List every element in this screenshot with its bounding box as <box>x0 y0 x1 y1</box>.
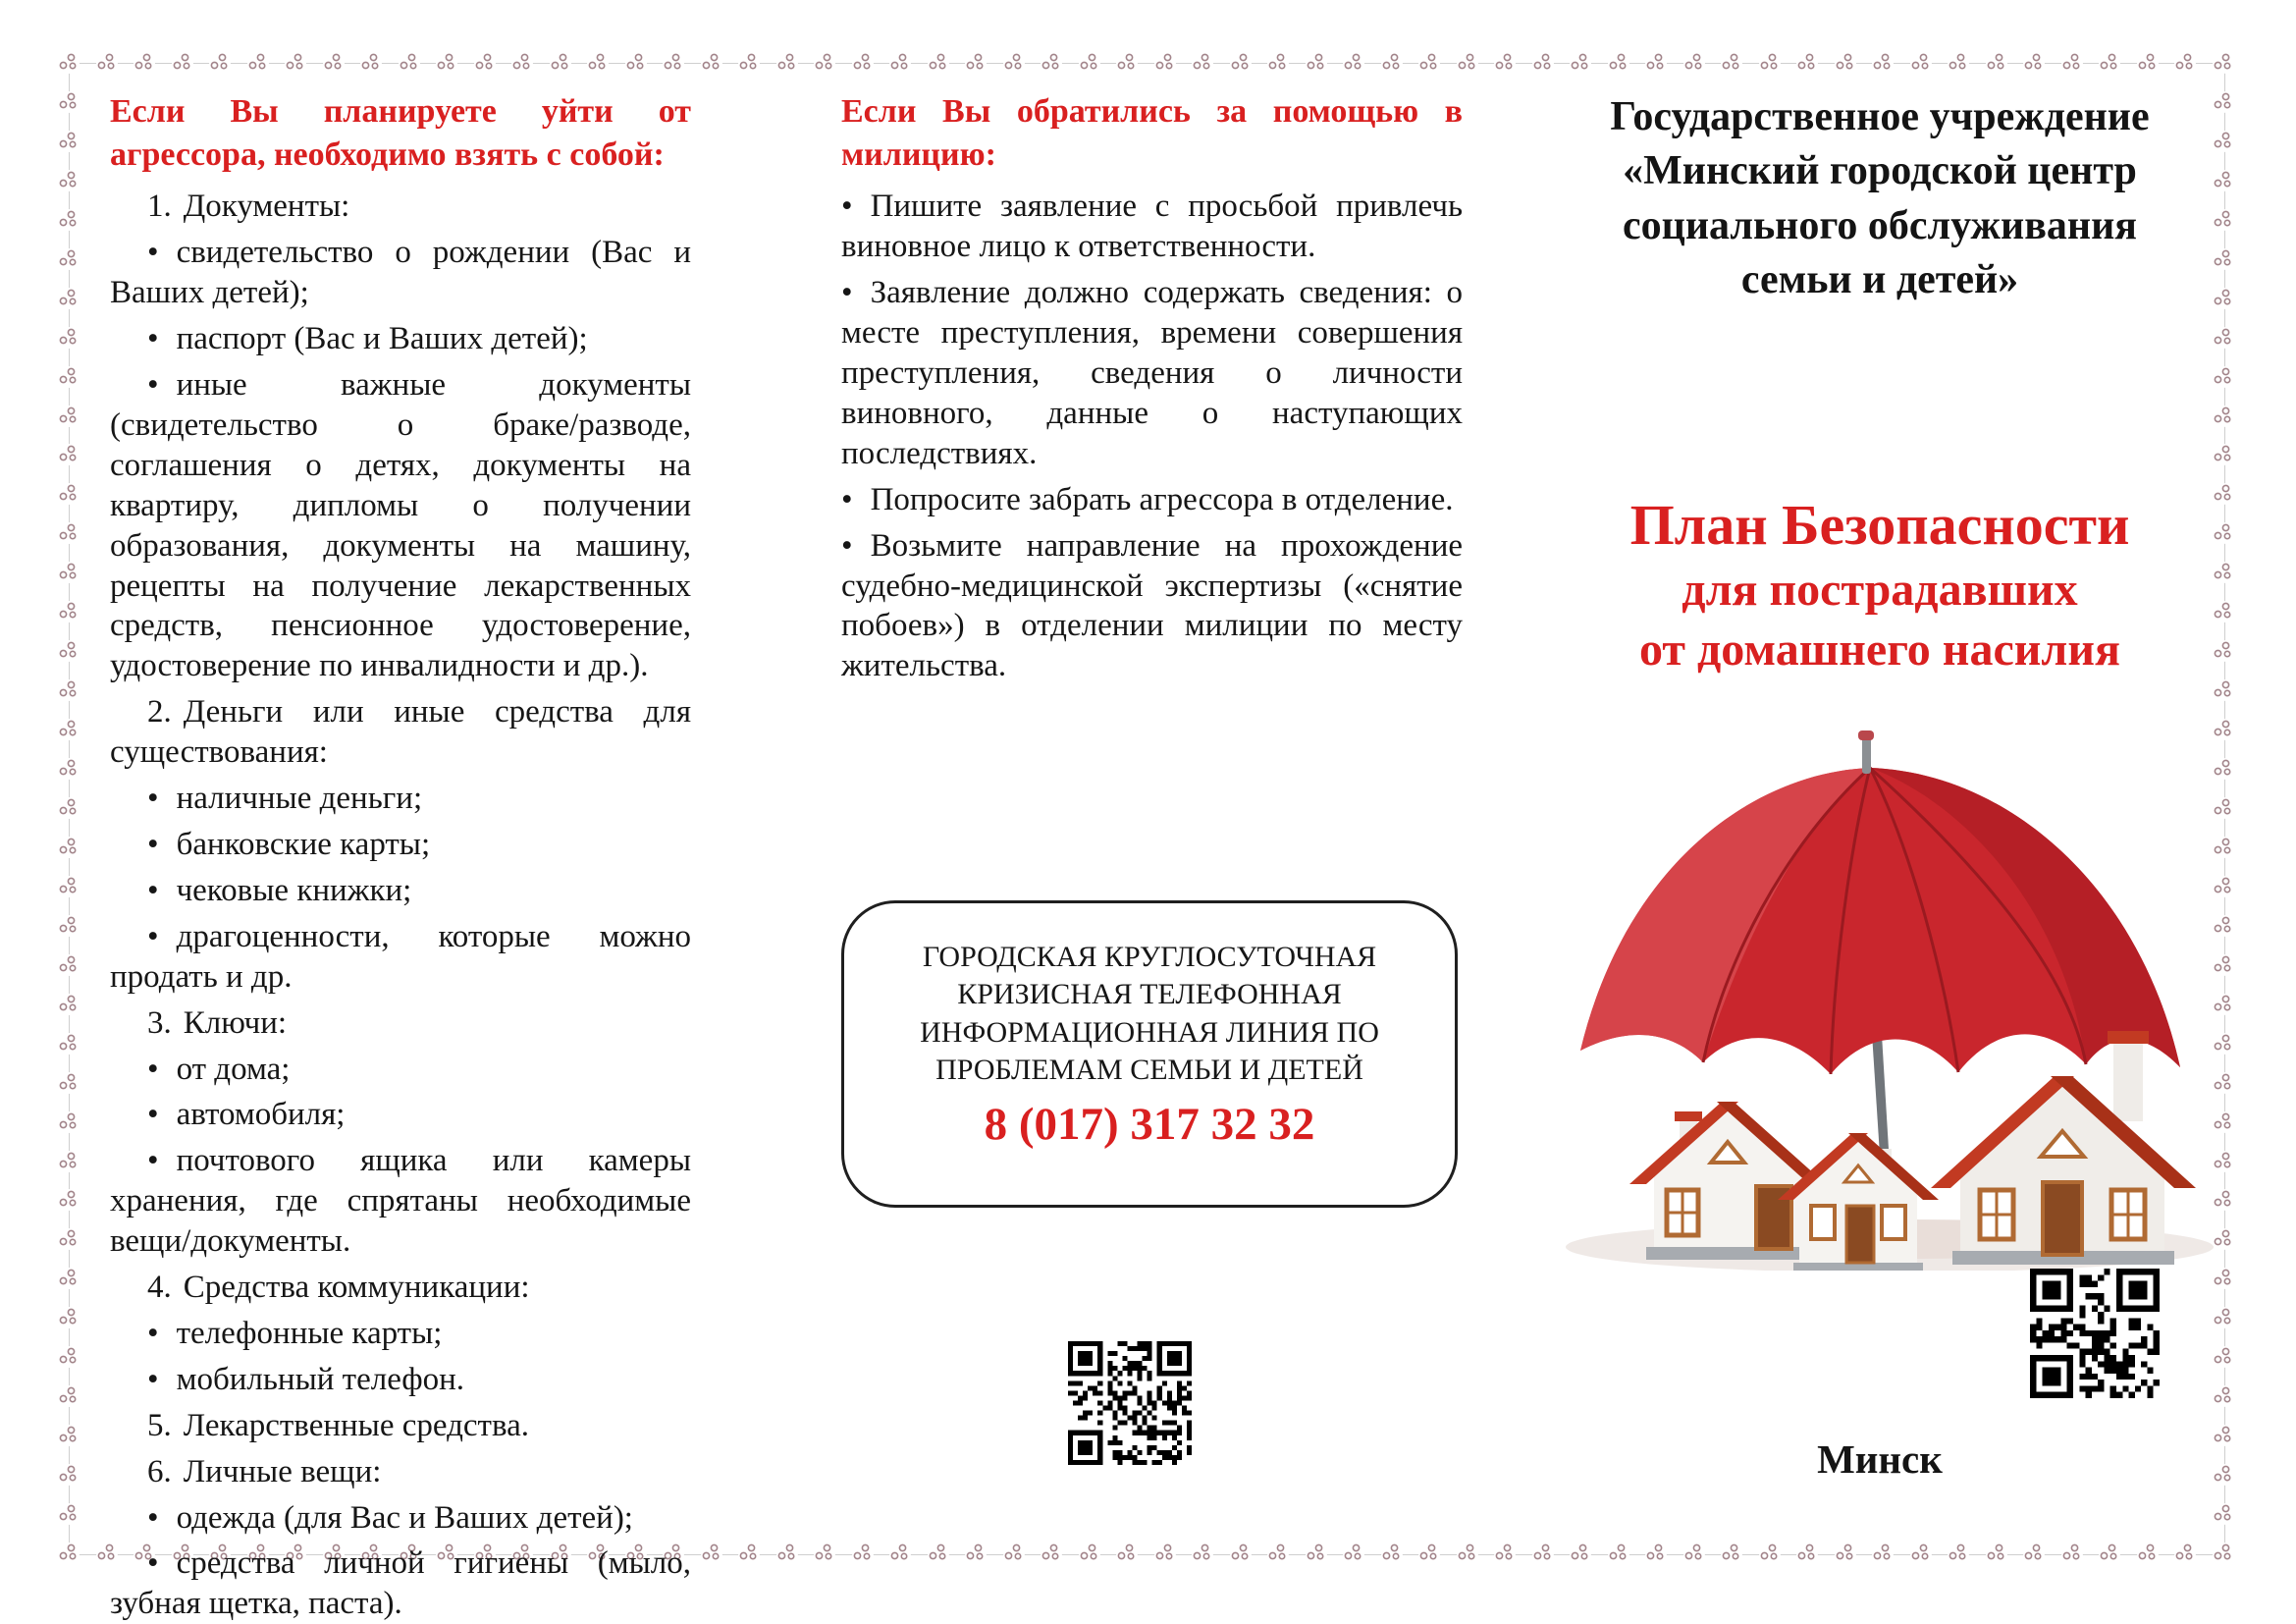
flower-dots-ornament <box>1910 52 1932 74</box>
list-item: • банковские карты; <box>147 826 431 862</box>
flower-dots-ornament <box>1872 1543 1894 1564</box>
bullet-marker: • <box>147 367 159 403</box>
flower-dots-ornament <box>1494 52 1516 74</box>
flower-dots-ornament <box>1418 52 1440 74</box>
flower-dots-ornament <box>2061 1543 2083 1564</box>
flower-dots-ornament <box>1683 1543 1705 1564</box>
flower-dots-ornament <box>1796 1543 1818 1564</box>
flower-dots-ornament <box>1457 1543 1478 1564</box>
hotline-text <box>844 939 1455 1090</box>
flower-dots-ornament <box>58 522 80 544</box>
number-marker: 3. <box>147 1004 172 1041</box>
flower-dots-ornament <box>58 758 80 780</box>
flower-dots-ornament <box>58 406 80 427</box>
number-marker: 4. <box>147 1270 172 1306</box>
flower-dots-ornament <box>2213 444 2234 465</box>
list-item: • почтового ящика или камеры хранения, где спрятаны необходимые вещи/документы. <box>110 1143 691 1260</box>
flower-dots-ornament <box>58 601 80 623</box>
text-line: семьи и детей» <box>1740 257 2019 303</box>
organization-name <box>1517 90 2243 308</box>
list-item: • паспорт (Вас и Ваших детей); <box>147 321 588 357</box>
flower-dots-ornament <box>1532 52 1554 74</box>
flower-dots-ornament <box>2213 406 2234 427</box>
flower-dots-ornament <box>738 1543 760 1564</box>
text-line: ИНФОРМАЦИОННАЯ ЛИНИЯ ПО <box>920 1015 1379 1049</box>
umbrella-houses-image <box>1536 729 2223 1271</box>
flower-dots-ornament <box>58 1425 80 1446</box>
flower-dots-ornament <box>58 1543 80 1564</box>
text-line: ГОРОДСКАЯ КРУГЛОСУТОЧНАЯ <box>922 941 1377 973</box>
list-item: • драгоценности, которые можно продать и др. <box>110 918 691 995</box>
bullet-marker: • <box>841 275 853 311</box>
text-line: «Минский городской центр <box>1623 148 2137 194</box>
flower-dots-ornament <box>58 837 80 858</box>
flower-dots-ornament <box>625 52 647 74</box>
flower-dots-ornament <box>1570 52 1591 74</box>
flower-dots-ornament <box>1608 1543 1629 1564</box>
bullet-marker: • <box>147 1545 159 1582</box>
middle-column <box>841 90 1463 692</box>
flower-dots-ornament <box>2213 1268 2234 1289</box>
flower-dots-ornament <box>1835 1543 1856 1564</box>
flower-dots-ornament <box>701 52 722 74</box>
flower-dots-ornament <box>1835 52 1856 74</box>
flower-dots-ornament <box>58 719 80 740</box>
flower-dots-ornament <box>511 52 533 74</box>
flower-dots-ornament <box>2099 1543 2120 1564</box>
flower-dots-ornament <box>58 288 80 309</box>
list-item: • иные важные документы (свидетельство о браке/разводе, соглашения о детях, документы на квартиру, дипломы о получении образования, документы на машину, рецепты на получение лекарственных средств, пенсионное удостоверение, удостоверение по инвалидности и др.). <box>110 367 691 684</box>
flower-dots-ornament <box>58 1228 80 1250</box>
list-item: • свидетельство о рождении (Вас и Ваших детей); <box>110 235 691 311</box>
flower-dots-ornament <box>360 52 382 74</box>
flower-dots-ornament <box>2213 327 2234 349</box>
flower-dots-ornament <box>701 1543 722 1564</box>
flower-dots-ornament <box>1192 52 1213 74</box>
flower-dots-ornament <box>1532 1543 1554 1564</box>
flower-dots-ornament <box>58 679 80 701</box>
flower-dots-ornament <box>1041 1543 1062 1564</box>
flower-dots-ornament <box>1267 1543 1289 1564</box>
flower-dots-ornament <box>2213 679 2234 701</box>
list-item: 5. Лекарственные средства. <box>147 1407 529 1443</box>
flower-dots-ornament <box>1116 1543 1138 1564</box>
middle-column-heading: Если Вы обратились за помощью в милицию: <box>841 93 1463 174</box>
flower-dots-ornament <box>1116 52 1138 74</box>
flower-dots-ornament <box>1154 52 1176 74</box>
flower-dots-ornament <box>58 52 80 74</box>
flower-dots-ornament <box>2213 1346 2234 1368</box>
flower-dots-ornament <box>58 562 80 583</box>
flower-dots-ornament <box>1759 52 1781 74</box>
list-item: 1. Документы: <box>147 189 350 225</box>
flower-dots-ornament <box>323 52 345 74</box>
flower-dots-ornament <box>1608 52 1629 74</box>
flower-dots-ornament <box>58 131 80 152</box>
flower-dots-ornament <box>58 1189 80 1211</box>
text-line: Государственное учреждение <box>1610 94 2150 139</box>
list-item: 6. Личные вещи: <box>147 1453 382 1489</box>
bullet-marker: • <box>147 1499 159 1536</box>
flower-dots-ornament <box>1343 52 1364 74</box>
flower-dots-ornament <box>1343 1543 1364 1564</box>
flower-dots-ornament <box>58 954 80 976</box>
flower-dots-ornament <box>58 170 80 191</box>
list-item: • одежда (для Вас и Ваших детей); <box>147 1499 633 1536</box>
flower-dots-ornament <box>2061 52 2083 74</box>
left-column-heading: Если Вы планируете уйти от агрессора, необходимо взять с собой: <box>110 93 691 174</box>
flower-dots-ornament <box>1079 52 1100 74</box>
flower-dots-ornament <box>58 994 80 1015</box>
flower-dots-ornament <box>1003 52 1025 74</box>
flower-dots-ornament <box>965 1543 987 1564</box>
list-item: 3. Ключи: <box>147 1004 288 1041</box>
number-marker: 5. <box>147 1407 172 1443</box>
flower-dots-ornament <box>58 248 80 270</box>
flower-dots-ornament <box>663 52 684 74</box>
list-item: 4. Средства коммуникации: <box>147 1270 530 1306</box>
list-item: • автомобиля; <box>147 1097 346 1133</box>
flower-dots-ornament <box>1494 1543 1516 1564</box>
bullet-marker: • <box>147 1315 159 1351</box>
text-line: ПРОБЛЕМАМ СЕМЬИ И ДЕТЕЙ <box>935 1054 1363 1087</box>
flower-dots-ornament <box>1381 1543 1403 1564</box>
flower-dots-ornament <box>58 327 80 349</box>
flower-dots-ornament <box>1079 1543 1100 1564</box>
flower-dots-ornament <box>1154 1543 1176 1564</box>
bullet-marker: • <box>147 918 159 954</box>
left-column-list <box>110 187 691 1624</box>
flower-dots-ornament <box>889 1543 911 1564</box>
text-line: социального обслуживания <box>1622 202 2137 248</box>
flower-dots-ornament <box>2213 1307 2234 1328</box>
bullet-marker: • <box>841 527 853 564</box>
flower-dots-ornament <box>1645 1543 1667 1564</box>
flower-dots-ornament <box>58 1151 80 1172</box>
number-marker: 1. <box>147 189 172 225</box>
middle-column-list <box>841 187 1463 686</box>
list-item: • средства личной гигиены (мыло, зубная щетка, паста). <box>110 1545 691 1622</box>
bullet-marker: • <box>147 321 159 357</box>
bullet-marker: • <box>147 1361 159 1397</box>
flower-dots-ornament <box>58 366 80 388</box>
bullet-marker: • <box>841 481 853 517</box>
flower-dots-ornament <box>1381 52 1403 74</box>
flower-dots-ornament <box>2213 366 2234 388</box>
list-item: • чековые книжки; <box>147 872 412 908</box>
flower-dots-ornament <box>58 640 80 662</box>
flower-dots-ornament <box>58 1307 80 1328</box>
flower-dots-ornament <box>474 52 496 74</box>
flower-dots-ornament <box>1948 52 1969 74</box>
flower-dots-ornament <box>2023 1543 2045 1564</box>
flower-dots-ornament <box>133 52 155 74</box>
flower-dots-ornament <box>1986 52 2007 74</box>
flower-dots-ornament <box>1418 1543 1440 1564</box>
flower-dots-ornament <box>399 52 420 74</box>
flower-dots-ornament <box>58 91 80 113</box>
bullet-marker: • <box>147 826 159 862</box>
bullet-marker: • <box>147 781 159 817</box>
flower-dots-ornament <box>852 1543 874 1564</box>
bullet-marker: • <box>841 189 853 225</box>
flower-dots-ornament <box>928 52 949 74</box>
flower-dots-ornament <box>2213 1385 2234 1407</box>
flower-dots-ornament <box>852 52 874 74</box>
flower-dots-ornament <box>58 1346 80 1368</box>
text-line: КРИЗИСНАЯ ТЕЛЕФОННАЯ <box>957 978 1342 1011</box>
flower-dots-ornament <box>1570 1543 1591 1564</box>
flower-dots-ornament <box>776 1543 798 1564</box>
bullet-marker: • <box>147 1097 159 1133</box>
flower-dots-ornament <box>2213 52 2234 74</box>
flower-dots-ornament <box>2137 52 2159 74</box>
hotline-phone-number: 8 (017) 317 32 32 <box>984 1098 1315 1150</box>
bullet-marker: • <box>147 235 159 271</box>
list-item: • Попросите забрать агрессора в отделение. <box>841 481 1454 517</box>
flower-dots-ornament <box>58 797 80 819</box>
flower-dots-ornament <box>1721 52 1742 74</box>
list-item: • от дома; <box>147 1051 291 1087</box>
flower-dots-ornament <box>58 1033 80 1055</box>
flower-dots-ornament <box>1306 52 1327 74</box>
flower-dots-ornament <box>1457 52 1478 74</box>
flower-dots-ornament <box>58 1464 80 1486</box>
flower-dots-ornament <box>738 52 760 74</box>
flower-dots-ornament <box>587 52 609 74</box>
flower-dots-ornament <box>889 52 911 74</box>
flower-dots-ornament <box>2137 1543 2159 1564</box>
number-marker: 2. <box>147 694 172 731</box>
flower-dots-ornament <box>58 1111 80 1133</box>
flower-dots-ornament <box>1721 1543 1742 1564</box>
flower-dots-ornament <box>96 52 118 74</box>
flower-dots-ornament <box>58 483 80 505</box>
flower-dots-ornament <box>1003 1543 1025 1564</box>
list-item: • Пишите заявление с просьбой привлечь виновное лицо к ответственности. <box>841 189 1463 265</box>
bullet-marker: • <box>147 1051 159 1087</box>
flower-dots-ornament <box>2174 1543 2196 1564</box>
flower-dots-ornament <box>1306 1543 1327 1564</box>
bullet-marker: • <box>147 1143 159 1179</box>
flower-dots-ornament <box>58 1503 80 1525</box>
flower-dots-ornament <box>965 52 987 74</box>
leaflet-title-line3: от домашнего насилия <box>1639 623 2120 677</box>
number-marker: 6. <box>147 1453 172 1489</box>
leaflet-title-line1: План Безопасности <box>1629 493 2130 557</box>
left-column <box>110 90 691 1624</box>
flower-dots-ornament <box>776 52 798 74</box>
flower-dots-ornament <box>209 52 231 74</box>
flower-dots-ornament <box>1872 52 1894 74</box>
flower-dots-ornament <box>1230 52 1252 74</box>
flower-dots-ornament <box>2213 1503 2234 1525</box>
list-item: • мобильный телефон. <box>147 1361 465 1397</box>
flower-dots-ornament <box>2023 52 2045 74</box>
flower-dots-ornament <box>58 915 80 937</box>
flower-dots-ornament <box>1910 1543 1932 1564</box>
flower-dots-ornament <box>1192 1543 1213 1564</box>
flower-dots-ornament <box>1645 52 1667 74</box>
flower-dots-ornament <box>247 52 269 74</box>
umbrella-houses-illustration <box>1536 729 2223 1271</box>
flower-dots-ornament <box>58 444 80 465</box>
flower-dots-ornament <box>58 209 80 231</box>
list-item: • Заявление должно содержать сведения: о месте преступления, времени совершения преступления, сведения о личности виновного, данные о наступающих последствиях. <box>841 275 1463 471</box>
flower-dots-ornament <box>550 52 571 74</box>
bullet-marker: • <box>147 872 159 908</box>
flower-dots-ornament <box>928 1543 949 1564</box>
flower-dots-ornament <box>814 52 835 74</box>
list-item: • наличные деньги; <box>147 781 423 817</box>
flower-dots-ornament <box>58 1268 80 1289</box>
flower-dots-ornament <box>172 52 193 74</box>
leaflet-title <box>1517 491 2243 679</box>
flower-dots-ornament <box>1267 52 1289 74</box>
qr-code-middle <box>1068 1341 1192 1465</box>
flower-dots-ornament <box>1986 1543 2007 1564</box>
qr-code-right <box>2030 1269 2160 1398</box>
list-item: 2. Деньги или иные средства для существования: <box>110 694 691 771</box>
flower-dots-ornament <box>58 1385 80 1407</box>
flower-dots-ornament <box>2213 1543 2234 1564</box>
flower-dots-ornament <box>285 52 306 74</box>
flower-dots-ornament <box>1041 52 1062 74</box>
flower-dots-ornament <box>2099 52 2120 74</box>
list-item: • телефонные карты; <box>147 1315 443 1351</box>
flower-dots-ornament <box>1948 1543 1969 1564</box>
city-label: Минск <box>1817 1436 1943 1482</box>
list-item: • Возьмите направление на прохождение судебно-медицинской экспертизы («снятие побоев») в отделении милиции по месту жительства. <box>841 527 1463 684</box>
leaflet-title-line2: для пострадавших <box>1682 563 2078 616</box>
flower-dots-ornament <box>814 1543 835 1564</box>
flower-dots-ornament <box>436 52 457 74</box>
flower-dots-ornament <box>1230 1543 1252 1564</box>
flower-dots-ornament <box>58 1072 80 1094</box>
flower-dots-ornament <box>58 876 80 897</box>
hotline-box <box>841 900 1458 1208</box>
flower-dots-ornament <box>1796 52 1818 74</box>
flower-dots-ornament <box>1759 1543 1781 1564</box>
flower-dots-ornament <box>1683 52 1705 74</box>
flower-dots-ornament <box>2174 52 2196 74</box>
